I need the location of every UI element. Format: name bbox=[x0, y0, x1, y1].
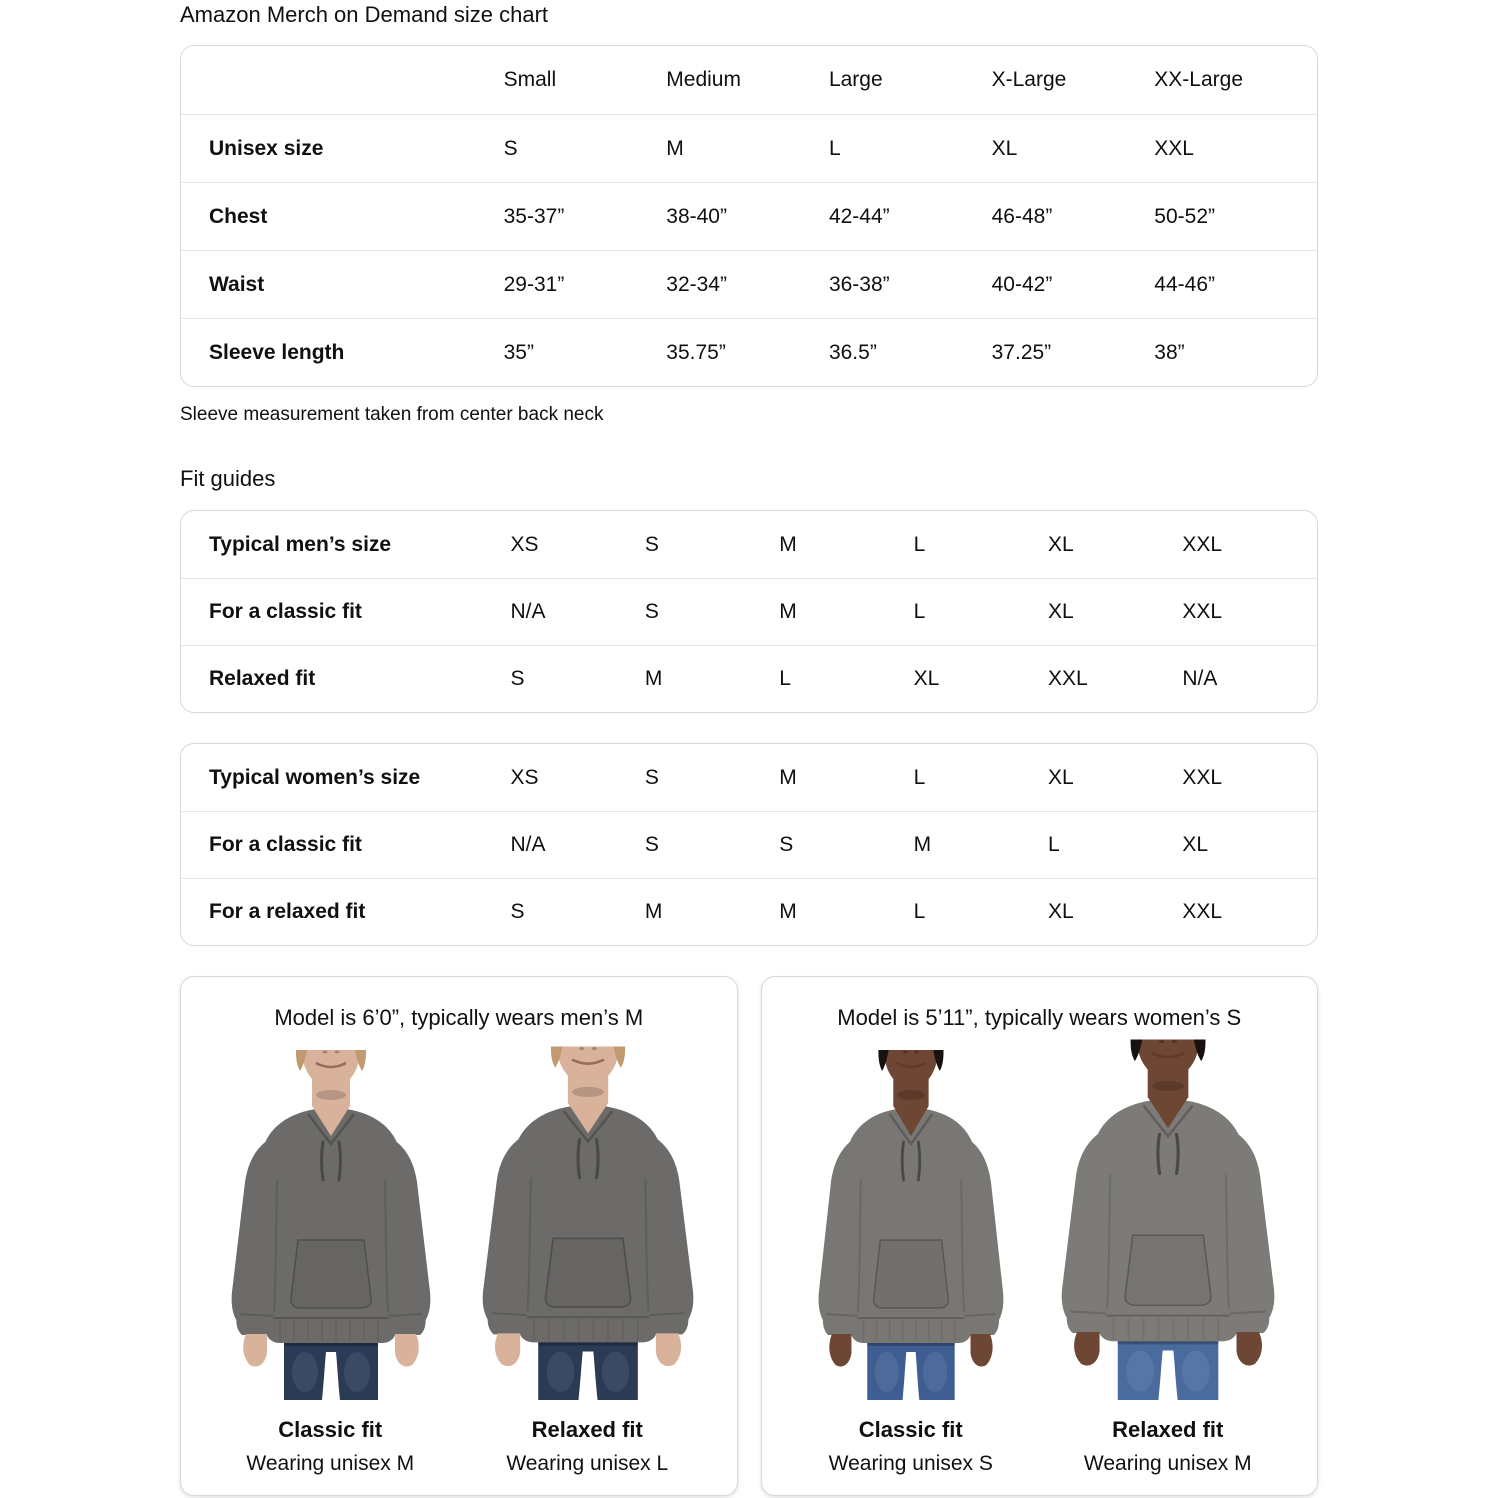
cell-value: 32-34” bbox=[666, 272, 727, 296]
cell-value: XXL bbox=[1182, 532, 1223, 556]
cell-value: M bbox=[779, 900, 797, 924]
cell-value: 46-48” bbox=[991, 204, 1053, 228]
figure-fit-label: Relaxed fit bbox=[1112, 1417, 1224, 1442]
cell-value: XL bbox=[1182, 833, 1208, 857]
row-label: Typical men’s size bbox=[209, 532, 392, 556]
size-chart-header-row bbox=[181, 46, 1317, 114]
cell-value: S bbox=[644, 532, 659, 556]
cell-value: XL bbox=[991, 136, 1018, 160]
table-row bbox=[181, 250, 1317, 318]
cell-value: XL bbox=[1047, 900, 1074, 924]
figure-fit-label: Relaxed fit bbox=[531, 1417, 643, 1442]
figure-wearing-label: Wearing unisex M bbox=[1083, 1452, 1252, 1475]
table-row bbox=[181, 114, 1317, 182]
cell-value: 36-38” bbox=[828, 272, 890, 296]
cell-value: L bbox=[779, 667, 791, 691]
cell-value: 38-40” bbox=[666, 204, 727, 228]
cell-value: M bbox=[666, 136, 684, 160]
cell-value: 35” bbox=[503, 340, 534, 364]
column-header: Large bbox=[828, 68, 883, 92]
column-header: XX-Large bbox=[1154, 68, 1244, 92]
cell-value: XL bbox=[913, 667, 940, 691]
cell-value: 36.5” bbox=[828, 340, 877, 364]
cell-value: N/A bbox=[510, 833, 546, 857]
cell-value: N/A bbox=[1182, 667, 1218, 691]
cell-value: 37.25” bbox=[991, 340, 1052, 364]
table-row bbox=[181, 811, 1317, 878]
cell-value: M bbox=[644, 667, 663, 691]
cell-value: XXL bbox=[1047, 667, 1088, 691]
figure-fit-label: Classic fit bbox=[858, 1417, 963, 1442]
row-label: For a relaxed fit bbox=[209, 900, 366, 924]
cell-value: S bbox=[644, 600, 659, 624]
table-row bbox=[181, 318, 1317, 386]
cell-value: L bbox=[913, 765, 926, 789]
table-row bbox=[181, 645, 1317, 712]
cell-value: 35-37” bbox=[503, 204, 565, 228]
column-header: Medium bbox=[666, 68, 741, 92]
cell-value: M bbox=[644, 900, 663, 924]
figure-fit-label: Classic fit bbox=[278, 1417, 383, 1442]
table-row bbox=[181, 878, 1317, 945]
row-label: Chest bbox=[209, 204, 268, 228]
figure-wearing-label: Wearing unisex M bbox=[246, 1452, 415, 1475]
cell-value: XS bbox=[510, 532, 539, 556]
model-figure-men-relaxed bbox=[461, 1050, 714, 1476]
cell-value: M bbox=[779, 532, 797, 556]
cell-value: XL bbox=[1047, 532, 1074, 556]
model-photo bbox=[453, 1047, 721, 1401]
cell-value: XS bbox=[510, 765, 539, 789]
fit-guides-heading: Fit guides bbox=[180, 466, 276, 491]
size-chart-table bbox=[180, 45, 1318, 387]
row-label: Relaxed fit bbox=[209, 667, 316, 691]
row-label: For a classic fit bbox=[209, 833, 362, 857]
cell-value: XXL bbox=[1182, 765, 1223, 789]
figures-row bbox=[762, 1050, 1318, 1476]
cell-value: 38” bbox=[1154, 340, 1185, 364]
row-label: Waist bbox=[209, 272, 265, 296]
model-card-men bbox=[180, 976, 738, 1496]
mens-fit-table bbox=[180, 510, 1318, 713]
figures-row bbox=[181, 1050, 737, 1476]
figure-wearing-label: Wearing unisex S bbox=[828, 1452, 993, 1475]
model-figure-men-classic bbox=[204, 1050, 457, 1476]
cell-value: XXL bbox=[1182, 600, 1223, 624]
cell-value: L bbox=[913, 600, 926, 624]
cell-value: S bbox=[644, 765, 659, 789]
card-title: Model is 6’0”, typically wears men’s M bbox=[274, 1005, 644, 1030]
card-title: Model is 5’11”, typically wears women’s S bbox=[837, 1005, 1242, 1030]
cell-value: XXL bbox=[1182, 900, 1223, 924]
row-label: Sleeve length bbox=[209, 340, 345, 364]
model-cards bbox=[180, 976, 1318, 1496]
cell-value: S bbox=[510, 900, 525, 924]
cell-value: L bbox=[1047, 833, 1060, 857]
cell-value: M bbox=[913, 833, 932, 857]
cell-value: 50-52” bbox=[1154, 204, 1215, 228]
cell-value: L bbox=[913, 532, 926, 556]
sleeve-measurement-note: Sleeve measurement taken from center back neck bbox=[180, 404, 604, 425]
model-photo bbox=[793, 1050, 1028, 1400]
row-label: Unisex size bbox=[209, 136, 324, 160]
size-chart-page bbox=[180, 0, 1318, 1496]
row-label: Typical women’s size bbox=[209, 765, 421, 789]
cell-value: S bbox=[503, 136, 518, 160]
cell-value: N/A bbox=[510, 600, 546, 624]
model-photo bbox=[1032, 1040, 1303, 1401]
model-figure-women-relaxed bbox=[1041, 1050, 1294, 1476]
column-header: X-Large bbox=[991, 68, 1067, 92]
cell-value: XL bbox=[1047, 765, 1074, 789]
cell-value: 29-31” bbox=[503, 272, 565, 296]
figure-wearing-label: Wearing unisex L bbox=[506, 1452, 669, 1475]
table-row bbox=[181, 182, 1317, 250]
cell-value: 44-46” bbox=[1154, 272, 1215, 296]
cell-value: S bbox=[510, 667, 525, 691]
table-row bbox=[181, 744, 1317, 811]
womens-fit-table bbox=[180, 743, 1318, 946]
cell-value: L bbox=[913, 900, 926, 924]
cell-value: 35.75” bbox=[666, 340, 726, 364]
cell-value: XL bbox=[1047, 600, 1074, 624]
page-title: Amazon Merch on Demand size chart bbox=[180, 2, 549, 27]
table-row bbox=[181, 578, 1317, 645]
column-header: Small bbox=[503, 68, 557, 92]
table-row bbox=[181, 511, 1317, 578]
cell-value: 40-42” bbox=[991, 272, 1053, 296]
cell-value: M bbox=[779, 765, 797, 789]
row-label: For a classic fit bbox=[209, 600, 362, 624]
model-figure-women-classic bbox=[784, 1050, 1037, 1476]
cell-value: M bbox=[779, 600, 797, 624]
cell-value: S bbox=[779, 833, 794, 857]
cell-value: S bbox=[644, 833, 659, 857]
model-photo bbox=[204, 1050, 457, 1400]
cell-value: L bbox=[828, 136, 841, 160]
model-card-women bbox=[761, 976, 1319, 1496]
cell-value: XXL bbox=[1154, 136, 1194, 160]
cell-value: 42-44” bbox=[828, 204, 890, 228]
